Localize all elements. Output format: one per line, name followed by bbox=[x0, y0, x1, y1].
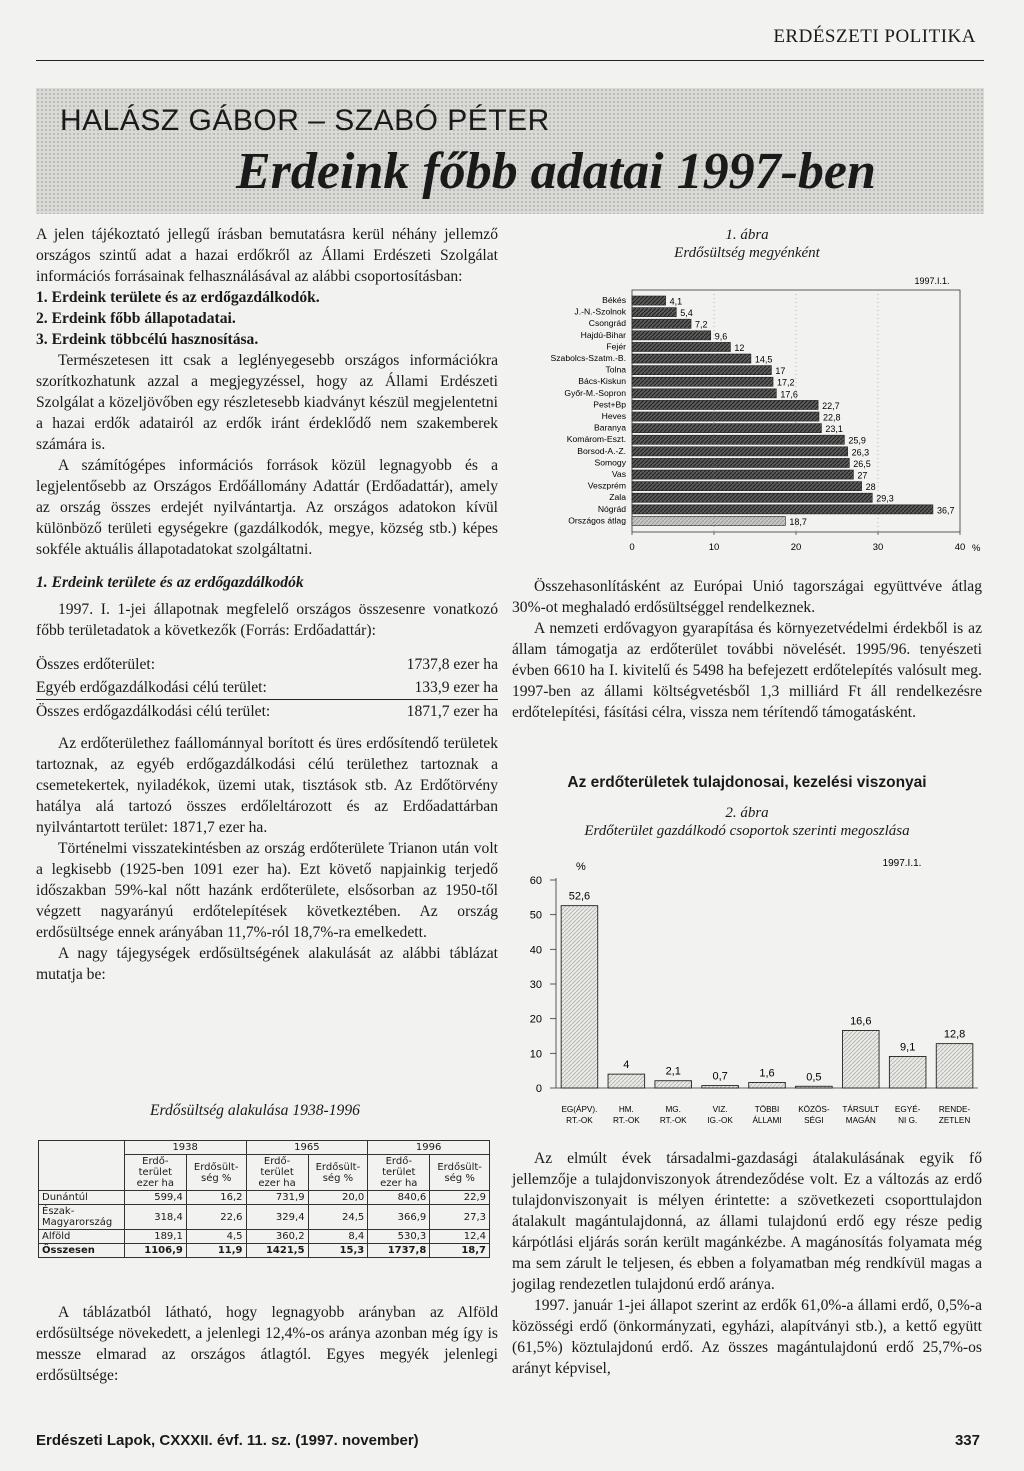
area-label: Összes erdőterület: bbox=[36, 656, 156, 673]
value-label: 27 bbox=[857, 470, 868, 481]
value-cell: 11,9 bbox=[186, 1244, 246, 1258]
list-item: 1. Erdeink területe és az erdőgazdálkodók. bbox=[36, 289, 320, 306]
page-number: 337 bbox=[954, 1432, 980, 1449]
table-row bbox=[39, 1244, 490, 1258]
area-row bbox=[36, 700, 498, 724]
value-label: 4,1 bbox=[669, 296, 683, 307]
year-header: 1996 bbox=[368, 1141, 490, 1155]
area-table bbox=[36, 653, 498, 723]
value-cell: 12,4 bbox=[430, 1230, 490, 1244]
value-label: 26,5 bbox=[853, 458, 871, 469]
value-cell: 20,0 bbox=[308, 1191, 368, 1205]
figure1-chart bbox=[512, 272, 982, 568]
value-cell: 16,2 bbox=[186, 1191, 246, 1205]
bar bbox=[632, 493, 872, 502]
area-label: Összes erdőgazdálkodási célú terület: bbox=[36, 703, 271, 720]
right-column bbox=[512, 576, 982, 723]
category-label-line2: RT.-OK bbox=[612, 1116, 640, 1125]
figure2-title bbox=[512, 804, 982, 840]
value-label: 22,8 bbox=[822, 412, 841, 423]
value-cell: 530,3 bbox=[368, 1230, 430, 1244]
x-tick-label: 10 bbox=[708, 542, 720, 553]
value-cell: 8,4 bbox=[308, 1230, 368, 1244]
area-row bbox=[36, 676, 498, 700]
sub-header: Erdő-terület ezer ha bbox=[246, 1155, 308, 1191]
category-label-line2: RT.-OK bbox=[659, 1116, 687, 1125]
intro-paragraph: A jelen tájékoztató jellegű írásban bemutatásra kerül néhány jellemző országos szintű adat a hazai erdőkről az Állami Erdészeti Szolgálat információs forrásainak felhasználásával az alábbi csoportosításban: bbox=[36, 226, 498, 285]
value-label: 36,7 bbox=[936, 505, 955, 516]
paragraph: Természetesen itt csak a leglényegesebb országos információkra szorítkozhatunk azzal a megjegyzéssel, hogy az Állami Erdészeti Szolgálat a közeljövőben egy részletesebb kiadványt készül megjelentetni a hazai erdők adatairól az erdők iránt érdeklődő nem szakemberek számára is. bbox=[36, 352, 498, 453]
list-item: 3. Erdeink többcélú hasznosítása. bbox=[36, 331, 259, 348]
category-label: Komárom-Eszt. bbox=[566, 434, 626, 445]
figure2-caption: Erdőterület gazdálkodó csoportok szerinti megoszlása bbox=[584, 823, 910, 839]
x-unit: % bbox=[972, 543, 981, 554]
value-cell: 18,7 bbox=[430, 1244, 490, 1258]
region-cell: Dunántúl bbox=[39, 1191, 125, 1205]
value-label: 26,3 bbox=[851, 447, 870, 458]
bar bbox=[655, 1081, 692, 1088]
area-value: 133,9 ezer ha bbox=[368, 676, 498, 700]
category-label-line1: KÖZÖS- bbox=[798, 1105, 830, 1114]
bar bbox=[632, 470, 853, 479]
value-label: 22,7 bbox=[822, 400, 840, 411]
section-header: ERDÉSZETI POLITIKA bbox=[773, 26, 976, 47]
y-tick-label: 40 bbox=[529, 944, 542, 957]
chart-date: 1997.I.1. bbox=[914, 276, 950, 286]
right-column-bottom bbox=[512, 1148, 982, 1379]
value-cell: 360,2 bbox=[246, 1230, 308, 1244]
category-label: Hajdú-Bihar bbox=[580, 329, 626, 340]
category-label-line1: TÁRSULT bbox=[842, 1105, 880, 1114]
table-caption: Erdősültség alakulása 1938-1996 bbox=[150, 1102, 360, 1119]
bar bbox=[632, 319, 691, 328]
bar bbox=[632, 447, 848, 456]
bar bbox=[796, 1086, 833, 1088]
year-header: 1938 bbox=[124, 1141, 246, 1155]
paragraph: 1997. I. 1-jei állapotnak megfelelő országos összesenre vonatkozó főbb területadatok a következők (Forrás: Erdőadattár): bbox=[36, 601, 498, 639]
bar bbox=[632, 354, 751, 363]
bar bbox=[632, 377, 773, 386]
value-label: 4 bbox=[623, 1059, 630, 1072]
category-label: Baranya bbox=[593, 422, 626, 433]
figure1-caption: Erdősültség megyénként bbox=[674, 245, 820, 261]
value-label: 0,7 bbox=[712, 1070, 728, 1083]
bar bbox=[749, 1082, 786, 1088]
bar bbox=[632, 482, 862, 491]
y-tick-label: 60 bbox=[529, 875, 542, 887]
left-column-bottom bbox=[36, 1302, 498, 1386]
value-label: 29,3 bbox=[876, 493, 894, 504]
bar bbox=[632, 458, 849, 467]
region-cell: Észak-Magyarország bbox=[39, 1205, 125, 1230]
value-cell: 4,5 bbox=[186, 1230, 246, 1244]
bar bbox=[936, 1044, 973, 1088]
value-cell: 15,3 bbox=[308, 1244, 368, 1258]
value-cell: 22,9 bbox=[430, 1191, 490, 1205]
category-label: Pest+Bp bbox=[593, 399, 626, 410]
value-cell: 27,3 bbox=[430, 1205, 490, 1230]
category-label: Heves bbox=[601, 411, 626, 421]
figure1-title bbox=[512, 226, 982, 262]
bar bbox=[632, 516, 785, 525]
article-title: Erdeink főbb adatai 1997-ben bbox=[236, 143, 876, 200]
value-cell: 731,9 bbox=[246, 1191, 308, 1205]
bar bbox=[702, 1086, 739, 1088]
value-label: 17 bbox=[775, 366, 786, 377]
x-tick-label: 40 bbox=[954, 542, 966, 553]
paragraph: A számítógépes információs források közül legnagyobb és a legjelentősebb az Országos Erdőállomány Adattár (Erdőadattár), amely az ország összes erdejét nyilvántartja. Az országos adatokon kívül különböző területi egységekre (gazdálkodók, megye, község stb.) képes sokféle aktuális állapotadatokat szolgáltatni. bbox=[36, 457, 498, 558]
value-label: 17,6 bbox=[780, 389, 798, 400]
area-value: 1871,7 ezer ha bbox=[406, 703, 498, 720]
category-label: Vas bbox=[611, 469, 626, 479]
sub-header: Erdő-terület ezer ha bbox=[124, 1155, 186, 1191]
value-label: 52,6 bbox=[568, 890, 591, 903]
bar bbox=[889, 1056, 926, 1088]
category-label: Nógrád bbox=[597, 503, 626, 514]
paragraph: Az elmúlt évek társadalmi-gazdasági átalakulásának egyik fő jellemzője a tulajdonviszonyok átrendeződése volt. Ez a változás az erdő tulajdonviszonyait is mélyen érintette: a szövetkezeti csoporttulajdon átalakult magántulajdonná, az állami tulajdonú erdő egy része pedig kárpótlási eljárás során került magánkézbe. A magánosítás folyamata még ma sem zárult le teljesen, és ebben a folyamatban még rendkívül magas a jogilag rendezetlen tulajdonú erdő aránya. bbox=[512, 1150, 982, 1293]
category-label-line2: NI G. bbox=[898, 1116, 918, 1125]
paragraph: Összehasonlításként az Európai Unió tagországai együttvéve átlag 30%-ot meghaladó erdősültséggel rendelkeznek. bbox=[512, 578, 982, 616]
category-label-line2: RT.-OK bbox=[566, 1116, 593, 1125]
bar bbox=[632, 389, 776, 398]
category-label-line2: ÁLLAMI bbox=[752, 1116, 782, 1125]
section-heading: Az erdőterületek tulajdonosai, kezelési viszonyai bbox=[567, 774, 927, 791]
value-cell: 22,6 bbox=[186, 1205, 246, 1230]
table-row bbox=[39, 1230, 490, 1244]
paragraph: Történelmi visszatekintésben az ország erdőterülete Trianon után volt a legkisebb (1925-ben 1091 ezer ha). Ezt követő napjainkig terjedő időszakban 59%-kal nőtt hazánk erdőterülete, elsősorban az 1950-től végzett nagyarányú erdőtelepítések következtében. Az ország erdősültsége ennek arányában 11,7%-ról 18,7%-ra emelkedett. bbox=[36, 840, 498, 941]
authors: HALÁSZ GÁBOR – SZABÓ PÉTER bbox=[60, 104, 550, 137]
y-tick-label: 50 bbox=[529, 909, 542, 922]
value-label: 1,6 bbox=[759, 1067, 775, 1080]
value-label: 28 bbox=[865, 482, 876, 493]
figure2-chart bbox=[512, 852, 982, 1142]
y-tick-label: 30 bbox=[529, 979, 542, 991]
category-label: J.-N.-Szolnok bbox=[574, 306, 626, 317]
left-column bbox=[36, 224, 498, 985]
category-label: Győr-M.-Sopron bbox=[564, 387, 626, 398]
bar bbox=[632, 412, 819, 421]
category-label: Békés bbox=[602, 295, 626, 305]
paragraph: 1997. január 1-jei állapot szerint az erdők 61,0%-a állami erdő, 0,5%-a közösségi erdő (önkormányzati, egyházi, alapítványi stb.), a kettő együtt (61,5%) köztulajdonú erdő. Az összes magántulajdonú erdő 25,7%-os arányt képvisel, bbox=[512, 1297, 982, 1377]
value-label: 9,6 bbox=[714, 331, 728, 342]
x-tick-label: 20 bbox=[790, 542, 802, 553]
value-label: 12,8 bbox=[943, 1028, 966, 1041]
value-cell: 1737,8 bbox=[368, 1244, 430, 1258]
bar bbox=[632, 435, 844, 444]
value-label: 7,2 bbox=[695, 319, 708, 330]
sub-header: Erdősült-ség % bbox=[430, 1155, 490, 1191]
value-label: 2,1 bbox=[665, 1065, 681, 1078]
chart-date: 1997.I.1. bbox=[882, 858, 922, 869]
sub-header: Erdő-terület ezer ha bbox=[368, 1155, 430, 1191]
value-label: 14,5 bbox=[754, 354, 773, 365]
value-label: 18,7 bbox=[789, 516, 807, 527]
region-cell: Összesen bbox=[39, 1244, 125, 1258]
value-label: 25,9 bbox=[848, 435, 866, 446]
value-cell: 189,1 bbox=[124, 1230, 186, 1244]
value-label: 17,2 bbox=[777, 377, 795, 388]
table-corner bbox=[39, 1141, 125, 1191]
sub-header: Erdősült-ség % bbox=[186, 1155, 246, 1191]
value-label: 5,4 bbox=[680, 308, 693, 319]
figure2-label: 2. ábra bbox=[725, 805, 769, 821]
category-label-line2: MAGÁN bbox=[845, 1116, 876, 1125]
value-cell: 318,4 bbox=[124, 1205, 186, 1230]
bar bbox=[561, 906, 598, 1088]
category-label: Borsod-A.-Z. bbox=[577, 445, 626, 456]
y-tick-label: 0 bbox=[535, 1083, 542, 1095]
value-label: 23,1 bbox=[825, 424, 843, 435]
figure1-label: 1. ábra bbox=[725, 227, 769, 243]
value-label: 9,1 bbox=[900, 1041, 916, 1054]
bar bbox=[608, 1074, 645, 1088]
value-label: 16,6 bbox=[850, 1015, 872, 1028]
category-label-line2: ZETLEN bbox=[938, 1116, 971, 1125]
category-label-line1: HM. bbox=[618, 1105, 634, 1114]
area-label: Egyéb erdőgazdálkodási célú terület: bbox=[36, 676, 368, 700]
category-label-line1: TÖBBI bbox=[754, 1105, 780, 1114]
category-label: Somogy bbox=[594, 457, 626, 468]
footer-journal: Erdészeti Lapok, CXXXII. évf. 11. sz. (1997. november) bbox=[36, 1432, 419, 1449]
paragraph: A nemzeti erdővagyon gyarapítása és környezetvédelmi érdekből is az állam támogatja az erdőterület további növelését. 1995/96. tenyészeti évben 6610 ha I. kivitelű és 5498 ha befejezett erdőtelepítés valósult meg. 1997-ben az állami költségvetésből 1,3 milliárd Ft áll rendelkezésre erdőtelepítési, fásítási célra, vissza nem térítendő támogatásként. bbox=[512, 620, 982, 721]
bar bbox=[632, 342, 730, 351]
category-label-line1: VIZ. bbox=[712, 1105, 728, 1114]
area-row bbox=[36, 653, 498, 676]
area-value: 1737,8 ezer ha bbox=[406, 656, 498, 673]
value-cell: 329,4 bbox=[246, 1205, 308, 1230]
category-label: Tolna bbox=[605, 364, 626, 375]
list-item: 2. Erdeink főbb állapotadatai. bbox=[36, 310, 236, 327]
category-label: Zala bbox=[609, 492, 626, 503]
bar bbox=[632, 505, 933, 514]
bar bbox=[632, 308, 676, 317]
category-label-line2: IG.-OK bbox=[707, 1116, 733, 1125]
bar bbox=[632, 296, 666, 305]
value-label: 0,5 bbox=[806, 1071, 822, 1084]
table-row bbox=[39, 1191, 490, 1205]
category-label-line1: MG. bbox=[665, 1105, 681, 1114]
table-body bbox=[39, 1191, 490, 1258]
y-unit: % bbox=[576, 861, 586, 873]
x-tick-label: 30 bbox=[872, 542, 884, 553]
forest-cover-table bbox=[38, 1140, 490, 1258]
sub-header: Erdősült-ség % bbox=[308, 1155, 368, 1191]
year-header: 1965 bbox=[246, 1141, 368, 1155]
value-cell: 1106,9 bbox=[124, 1244, 186, 1258]
value-cell: 599,4 bbox=[124, 1191, 186, 1205]
subsection-heading: 1. Erdeink területe és az erdőgazdálkodók bbox=[36, 574, 304, 591]
value-cell: 24,5 bbox=[308, 1205, 368, 1230]
category-label-line1: EGYÉ- bbox=[894, 1105, 921, 1114]
paragraph: A táblázatból látható, hogy legnagyobb arányban az Alföld erdősültsége növekedett, a jelenlegi 12,4%-os aránya azonban még így is messze elmarad az országos átlagtól. Egyes megyék jelenlegi erdősültsége: bbox=[36, 1304, 498, 1384]
category-label: Bács-Kiskun bbox=[578, 376, 626, 387]
top-rule bbox=[36, 60, 984, 61]
bar bbox=[632, 424, 821, 433]
region-cell: Alföld bbox=[39, 1230, 125, 1244]
y-tick-label: 20 bbox=[529, 1013, 542, 1026]
bar bbox=[632, 400, 818, 409]
value-label: 12 bbox=[734, 342, 745, 353]
category-label: Országos átlag bbox=[568, 515, 626, 526]
category-label: Veszprém bbox=[587, 480, 626, 491]
category-label-line1: EG(ÁPV). bbox=[561, 1105, 598, 1114]
value-cell: 1421,5 bbox=[246, 1244, 308, 1258]
paragraph: Az erdőterülethez faállománnyal borított és üres erdősítendő területek tartoznak, az egyéb erdőgazdálkodási célú területhez tartoznak a csemetekertek, nyiladékok, üzemi utak, tisztások stb. Az Erdőtörvény hatálya alá tartozó összes erdőleltározott és az Erdőadattárban nyilvántartott terület: 1871,7 ezer ha. bbox=[36, 735, 498, 836]
category-label-line2: SÉGI bbox=[804, 1116, 824, 1125]
table-row bbox=[39, 1205, 490, 1230]
value-cell: 840,6 bbox=[368, 1191, 430, 1205]
x-tick-label: 0 bbox=[629, 542, 635, 553]
value-cell: 366,9 bbox=[368, 1205, 430, 1230]
category-label-line1: RENDE- bbox=[938, 1105, 971, 1114]
bar bbox=[632, 366, 771, 375]
category-label: Fejér bbox=[606, 341, 626, 352]
y-tick-label: 10 bbox=[529, 1048, 542, 1061]
bar bbox=[842, 1030, 879, 1088]
category-label: Csongrád bbox=[588, 318, 626, 329]
paragraph: A nagy tájegységek erdősültségének alakulását az alábbi táblázat mutatja be: bbox=[36, 945, 498, 983]
bar bbox=[632, 331, 711, 340]
category-label: Szabolcs-Szatm.-B. bbox=[550, 353, 626, 363]
